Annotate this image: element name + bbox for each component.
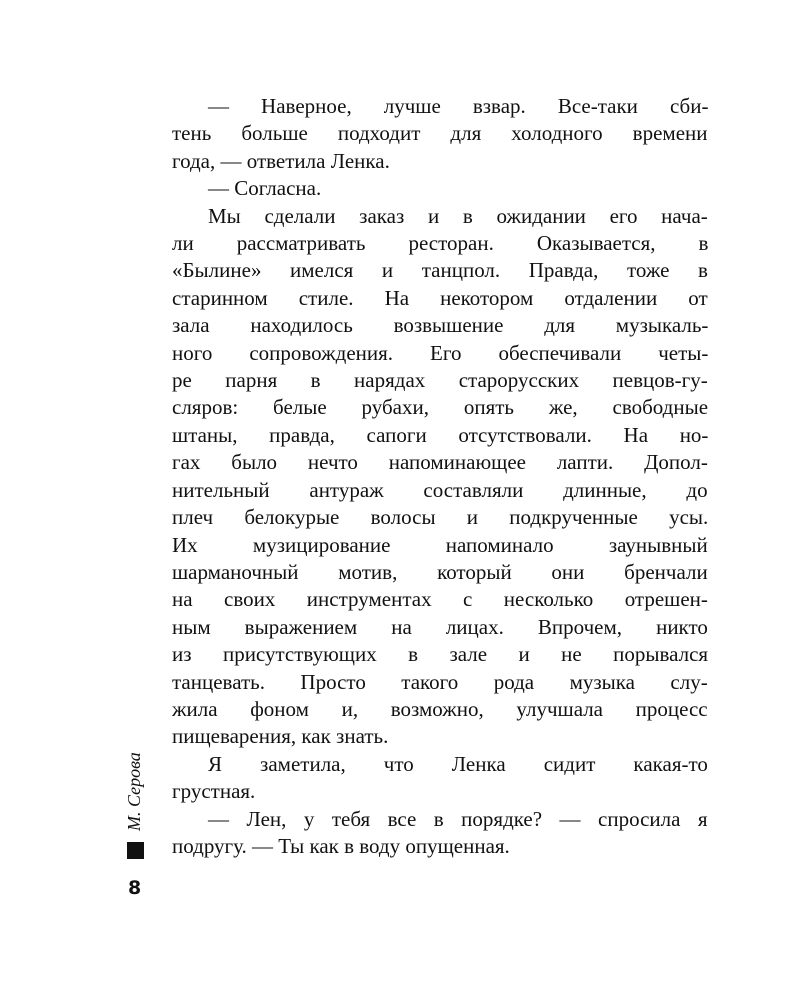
text-line: штаны, правда, сапоги отсутствовали. На но- [172, 422, 709, 447]
text-line: года, — ответила Ленка. [172, 148, 390, 173]
text-line: ным выражением на лицах. Впрочем, никто [172, 614, 708, 639]
text-line: подругу. — Ты как в воду опущенная. [172, 833, 510, 858]
text-line: ре парня в нарядах старорусских певцов-гу- [172, 368, 708, 393]
paragraph [172, 751, 708, 806]
text-line: нительный антураж составляли длинные, до [172, 477, 708, 502]
text-line: старинном стиле. На некотором отдалении от [172, 285, 708, 310]
text-line: зала находилось возвышение для музыкаль- [172, 313, 709, 338]
page-number: 8 [128, 877, 142, 899]
text-line: Я заметила, что Ленка сидит какая-то [208, 751, 708, 776]
text-line: жила фоном и, возможно, улучшала процесс [172, 696, 708, 721]
paragraph [172, 203, 708, 751]
running-head-author: М. Серова [124, 752, 144, 831]
text-line: из присутствующих в зале и не порывался [172, 642, 709, 667]
text-line: Их музицирование напоминало заунывный [172, 532, 708, 557]
paragraph [172, 93, 708, 175]
body-text [172, 93, 708, 860]
text-line: шарманочный мотив, который они бренчали [172, 559, 708, 584]
text-line: пищеварения, как знать. [172, 724, 389, 749]
text-line: гах было нечто напоминающее лапти. Допол- [172, 450, 708, 475]
text-line: плеч белокурые волосы и подкрученные усы. [172, 505, 709, 530]
text-line: сляров: белые рубахи, опять же, свободные [172, 395, 709, 420]
text-line: танцевать. Просто такого рода музыка слу- [172, 669, 708, 694]
paragraph [172, 806, 708, 861]
black-square-icon [127, 842, 144, 859]
text-line: — Согласна. [208, 176, 322, 201]
text-line: «Былине» имелся и танцпол. Правда, тоже в [172, 258, 708, 283]
text-line: ли рассматривать ресторан. Оказывается, в [172, 231, 709, 256]
text-line: на своих инструментах с несколько отрешен- [172, 587, 708, 612]
text-line: грустная. [172, 779, 256, 804]
paragraph [172, 175, 708, 202]
text-line: — Лен, у тебя все в порядке? — спросила я [208, 806, 708, 831]
text-line: — Наверное, лучше взвар. Все-таки сби- [208, 94, 709, 118]
text-line: тень больше подходит для холодного времени [172, 121, 708, 146]
text-line: ного сопровождения. Его обеспечивали четы- [172, 340, 709, 365]
text-line: Мы сделали заказ и в ожидании его нача- [208, 203, 708, 228]
